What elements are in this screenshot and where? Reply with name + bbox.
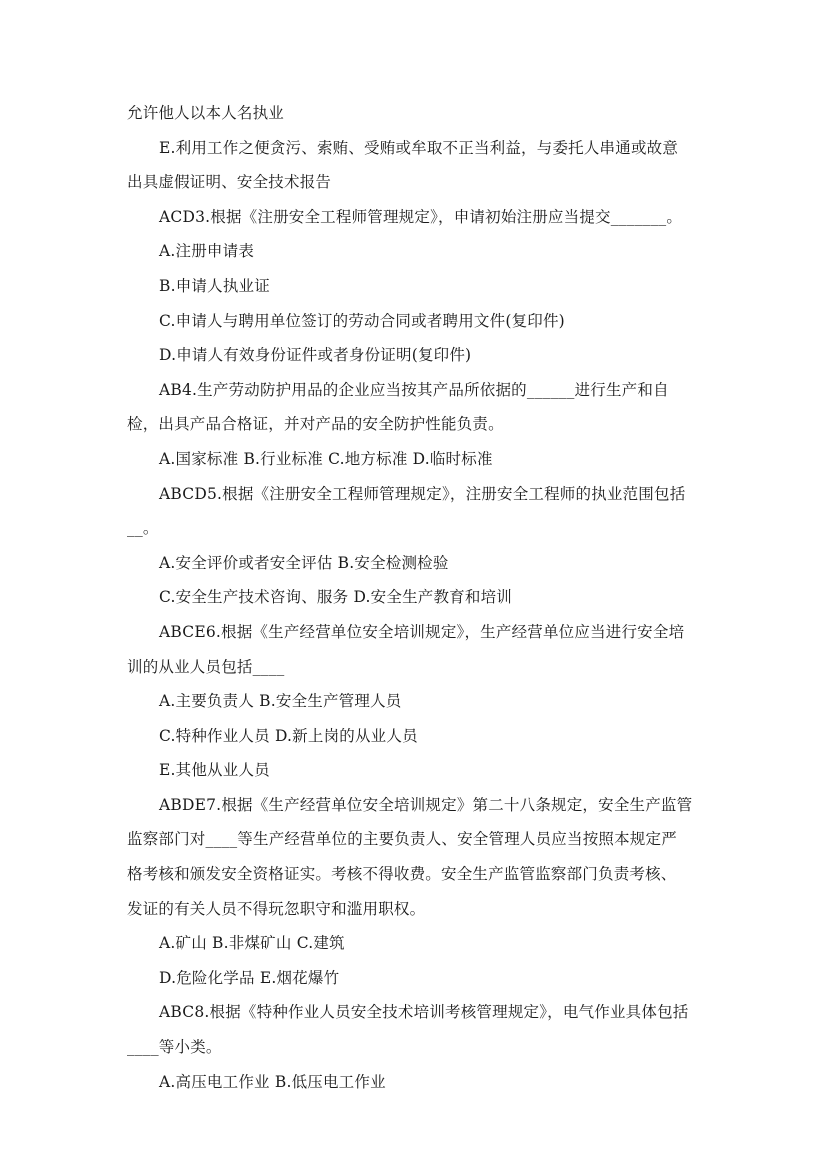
text-line: E.其他从业人员 <box>159 761 270 780</box>
text-line: E.利用工作之便贪污、索贿、受贿或牟取不正当利益，与委托人串通或故意 <box>159 138 679 157</box>
text-line: 监察部门对____等生产经营单位的主要负责人、安全管理人员应当按照本规定严 <box>127 830 677 849</box>
text-line: 发证的有关人员不得玩忽职守和滥用职权。 <box>127 899 426 918</box>
text-line: A.高压电工作业 B.低压电工作业 <box>159 1072 386 1091</box>
text-line: 检，出具产品合格证，并对产品的安全防护性能负责。 <box>127 415 504 434</box>
text-line: A.主要负责人 B.安全生产管理人员 <box>159 692 402 711</box>
text-line: ABCE6.根据《生产经营单位安全培训规定》，生产经营单位应当进行安全培 <box>159 622 685 641</box>
text-line: A.矿山 B.非煤矿山 C.建筑 <box>159 934 345 953</box>
text-line: 训的从业人员包括____ <box>127 657 285 676</box>
text-line: __。 <box>127 519 159 538</box>
text-line: A.安全评价或者安全评估 B.安全检测检验 <box>159 553 449 572</box>
text-line: ABC8.根据《特种作业人员安全技术培训考核管理规定》，电气作业具体包括 <box>159 1003 689 1022</box>
text-line: C.安全生产技术咨询、服务 D.安全生产教育和培训 <box>159 588 512 607</box>
text-line: 格考核和颁发安全资格证实。考核不得收费。安全生产监管监察部门负责考核、 <box>127 865 677 884</box>
text-line: A.国家标准 B.行业标准 C.地方标准 D.临时标准 <box>159 449 493 468</box>
text-line: A.注册申请表 <box>159 242 255 261</box>
text-line: C.申请人与聘用单位签订的劳动合同或者聘用文件(复印件) <box>159 311 565 330</box>
text-line: C.特种作业人员 D.新上岗的从业人员 <box>159 726 418 745</box>
text-line: ____等小类。 <box>127 1038 222 1057</box>
document-body <box>127 96 713 1099</box>
text-line: ABCD5.根据《注册安全工程师管理规定》，注册安全工程师的执业范围包括 <box>159 484 686 503</box>
text-line: ABDE7.根据《生产经营单位安全培训规定》第二十八条规定，安全生产监管 <box>159 795 693 814</box>
text-line: AB4.生产劳动防护用品的企业应当按其产品所依据的______进行生产和自 <box>159 380 669 399</box>
text-line: 出具虚假证明、安全技术报告 <box>127 173 332 192</box>
text-line: D.危险化学品 E.烟花爆竹 <box>159 968 340 987</box>
text-line: ACD3.根据《注册安全工程师管理规定》，申请初始注册应当提交_______。 <box>159 207 683 226</box>
text-line: B.申请人执业证 <box>159 276 270 295</box>
text-line: 允许他人以本人名执业 <box>127 104 285 122</box>
text-line: D.申请人有效身份证件或者身份证明(复印件) <box>159 346 472 365</box>
